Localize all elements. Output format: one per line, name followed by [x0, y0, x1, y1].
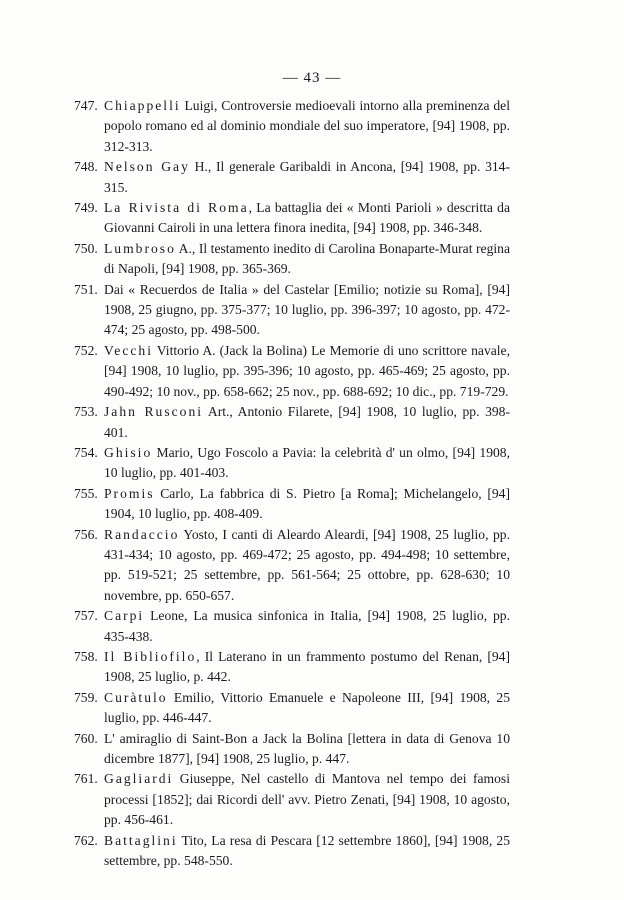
entry-author: Il Bibliofilo: [104, 648, 197, 664]
entry-text: L' amiraglio di Saint-Bon a Jack la Bolina [lettera in data di Genova 10 dicembre 1877], [94] 1908, 25 luglio, p. 447.: [104, 730, 510, 766]
entry-text: Tito, La resa di Pescara [12 settembre 1860], [94] 1908, 25 settembre, pp. 548-550.: [104, 832, 510, 869]
entry-author: Nelson Gay: [104, 159, 190, 175]
entry-text: Dai « Recuerdos de Italia » del Castelar [Emilio; notizie su Roma], [94] 1908, 25 giugno, pp. 375-377; 10 luglio, pp. 396-397; 10 agosto, pp. 472-474; 25 agosto, pp. 498-500.: [104, 281, 510, 338]
entry-number: 761.: [74, 771, 98, 787]
list-item: [74, 729, 510, 770]
entry-text: Carlo, La fabbrica di S. Pietro [a Roma]; Michelangelo, [94] 1904, 10 luglio, pp. 408-409.: [104, 485, 510, 522]
entry-number: 752.: [74, 342, 98, 358]
list-item: [74, 443, 510, 484]
entry-text: , Il Laterano in un frammento postumo del Renan, [94] 1908, 25 luglio, p. 442.: [104, 648, 511, 685]
entry-author: Promis: [104, 485, 155, 501]
entry-author: Ghisio: [104, 444, 153, 460]
entry-author: Carpi: [104, 608, 145, 624]
entry-number: 751.: [74, 281, 98, 297]
entry-number: 753.: [74, 404, 98, 420]
entry-author: La Rivista di Roma: [104, 200, 249, 216]
entry-text: Art., Antonio Filarete, [94] 1908, 10 luglio, pp. 398-401.: [104, 404, 510, 440]
entry-number: 749.: [74, 200, 98, 216]
entry-text: Emilio, Vittorio Emanuele e Napoleone III, [94] 1908, 25 luglio, pp. 446-447.: [104, 689, 510, 726]
entry-author: Randaccio: [104, 526, 180, 542]
entry-number: 747.: [74, 98, 98, 113]
entry-text: Giuseppe, Nel castello di Mantova nel tempo dei famosi processi [1852]; dai Ricordi dell' avv. Pietro Zenati, [94] 1908, 10 agosto, pp. 456-461.: [104, 771, 510, 828]
entry-text: Mario, Ugo Foscolo a Pavia: la celebrità d' un olmo, [94] 1908, 10 luglio, pp. 401-403.: [104, 444, 510, 481]
entry-text: A., Il testamento inedito di Carolina Bonaparte-Murat regina di Napoli, [94] 1908, pp. 365-369.: [104, 240, 510, 277]
list-item: [74, 647, 510, 688]
entry-author: Gagliardi: [104, 771, 174, 787]
list-item: [74, 769, 510, 830]
entry-author: Lumbroso: [104, 240, 176, 256]
list-item: [74, 96, 510, 157]
entry-number: 756.: [74, 526, 98, 542]
entry-author: Curàtulo: [104, 689, 168, 705]
entry-text: Vittorio A. (Jack la Bolina) Le Memorie di uno scrittore navale, [94] 1908, 10 luglio, pp. 395-396; 10 agosto, pp. 465-469; 25 agosto, pp. 490-492; 10 nov., pp. 658-662; 25 nov., pp. 688-692; 10 dic., pp. 719-729.: [104, 342, 510, 399]
bibliography-list: [74, 96, 510, 871]
entry-number: 750.: [74, 240, 98, 256]
entry-author: Jahn Rusconi: [104, 404, 204, 420]
list-item: [74, 239, 510, 280]
entry-text: , La battaglia dei « Monti Parioli » descritta da Giovanni Cairoli in una lettera finora inedita, [94] 1908, pp. 346-348.: [104, 200, 510, 236]
list-item: [74, 484, 510, 525]
entry-text: Yosto, I canti di Aleardo Aleardi, [94] 1908, 25 luglio, pp. 431-434; 10 agosto, pp. 469-472; 25 agosto, pp. 494-498; 10 settembre, pp. 519-521; 25 settembre, pp. 561-564; 25 ottobre, pp. 628-630; 10 novembre, pp. 650-657.: [104, 526, 510, 603]
entry-text: Luigi, Controversie medioevali intorno alla preminenza del popolo romano ed al dominio mondiale del suo imperatore, [94] 1908, pp. 312-313.: [104, 98, 510, 154]
entry-number: 755.: [74, 485, 98, 501]
entry-text: Leone, La musica sinfonica in Italia, [94] 1908, 25 luglio, pp. 435-438.: [104, 608, 510, 644]
list-item: [74, 402, 510, 443]
page-number: — 43 —: [282, 70, 342, 86]
entry-author: Vecchi: [104, 342, 153, 358]
entry-number: 757.: [74, 608, 98, 624]
list-item: [74, 341, 510, 402]
list-item: [74, 525, 510, 607]
entry-number: 759.: [74, 689, 98, 705]
list-item: [74, 688, 510, 729]
entry-author: Battaglini: [104, 832, 178, 848]
list-item: [74, 831, 510, 872]
entry-number: 762.: [74, 832, 98, 848]
list-item: [74, 157, 510, 198]
entry-number: 754.: [74, 444, 98, 460]
entry-number: 760.: [74, 730, 98, 746]
entry-text: H., Il generale Garibaldi in Ancona, [94] 1908, pp. 314-315.: [104, 159, 510, 195]
entry-author: Chiappelli: [104, 98, 181, 113]
list-item: [74, 280, 510, 341]
entry-number: 758.: [74, 648, 98, 664]
list-item: [74, 606, 510, 647]
list-item: [74, 198, 510, 239]
entry-number: 748.: [74, 159, 98, 175]
